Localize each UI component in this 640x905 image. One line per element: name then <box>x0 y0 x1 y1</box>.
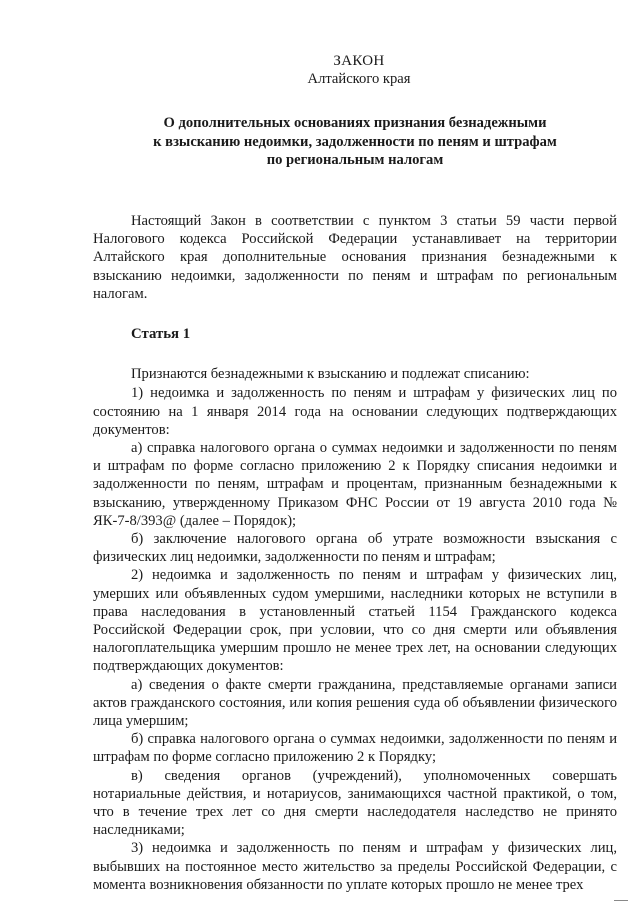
title-line: по региональным налогам <box>266 152 444 169</box>
article-heading: Статья 1 <box>131 325 191 342</box>
title-line: О дополнительных основаниях признания безнадежными <box>163 115 547 132</box>
document-page <box>93 52 617 894</box>
scan-edge-mark <box>614 900 628 901</box>
article-intro: Признаются безнадежными к взысканию и подлежат списанию: <box>131 366 530 383</box>
article-item: а) справка налогового органа о суммах недоимки и задолженности по пеням и штрафам по форме согласно приложению 2 к Порядку списания недоимки и задолженности по пеням, штрафам и процентам, признанным безнадежными к взысканию, утвержденному Приказом ФНС России от 19 августа 2010 года № ЯК-7-8/393@ (далее – Порядок); <box>93 439 617 529</box>
article-item: а) сведения о факте смерти гражданина, представляемые органами записи актов гражданского состояния, или копия решения суда об объявлении физического лица умершим; <box>93 676 617 729</box>
article-item: б) заключение налогового органа об утрате возможности взыскания с физических лиц недоимки, задолженности по пеням и штрафам; <box>93 530 617 566</box>
document-type: ЗАКОН <box>333 53 385 69</box>
preamble-paragraph: Настоящий Закон в соответствии с пунктом 3 статьи 59 части первой Налогового кодекса Российской Федерации устанавливает на территории Алтайского края дополнительные основания признания безнадежными к взысканию недоимки, задолженности по пеням и штрафам по региональным налогам. <box>93 212 617 302</box>
article-item: 3) недоимка и задолженность по пеням и штрафам у физических лиц, выбывших на постоянное место жительство за пределы Российской Федерации, с момента возникновения обязанности по уплате которых прошло не менее трех <box>93 840 617 893</box>
document-title <box>93 114 617 170</box>
document-header <box>93 52 617 88</box>
article-item: б) справка налогового органа о суммах недоимки, задолженности по пеням и штрафам по форме согласно приложению 2 к Порядку; <box>93 731 617 766</box>
article-item: 2) недоимка и задолженность по пеням и штрафам у физических лиц, умерших или объявленных судом умершими, наследники которых не вступили в права наследования в установленный статьей 1154 Гражданского кодекса Российской Федерации срок, при условии, что со дня смерти или объявления налогоплательщика умершим прошло не менее трех лет, на основании следующих подтверждающих документов: <box>93 567 617 675</box>
article-item: 1) недоимка и задолженность по пеням и штрафам у физических лиц по состоянию на 1 января 2014 года на основании следующих подтверждающих документов: <box>93 385 617 438</box>
article-item: в) сведения органов (учреждений), уполномоченных совершать нотариальные действия, и нотариусов, занимающихся частной практикой, о том, что в течение трех лет со дня смерти наследодателя наследство не принято наследниками; <box>93 767 617 839</box>
document-region: Алтайского края <box>307 71 411 88</box>
title-line: к взысканию недоимки, задолженности по пеням и штрафам <box>153 133 557 150</box>
